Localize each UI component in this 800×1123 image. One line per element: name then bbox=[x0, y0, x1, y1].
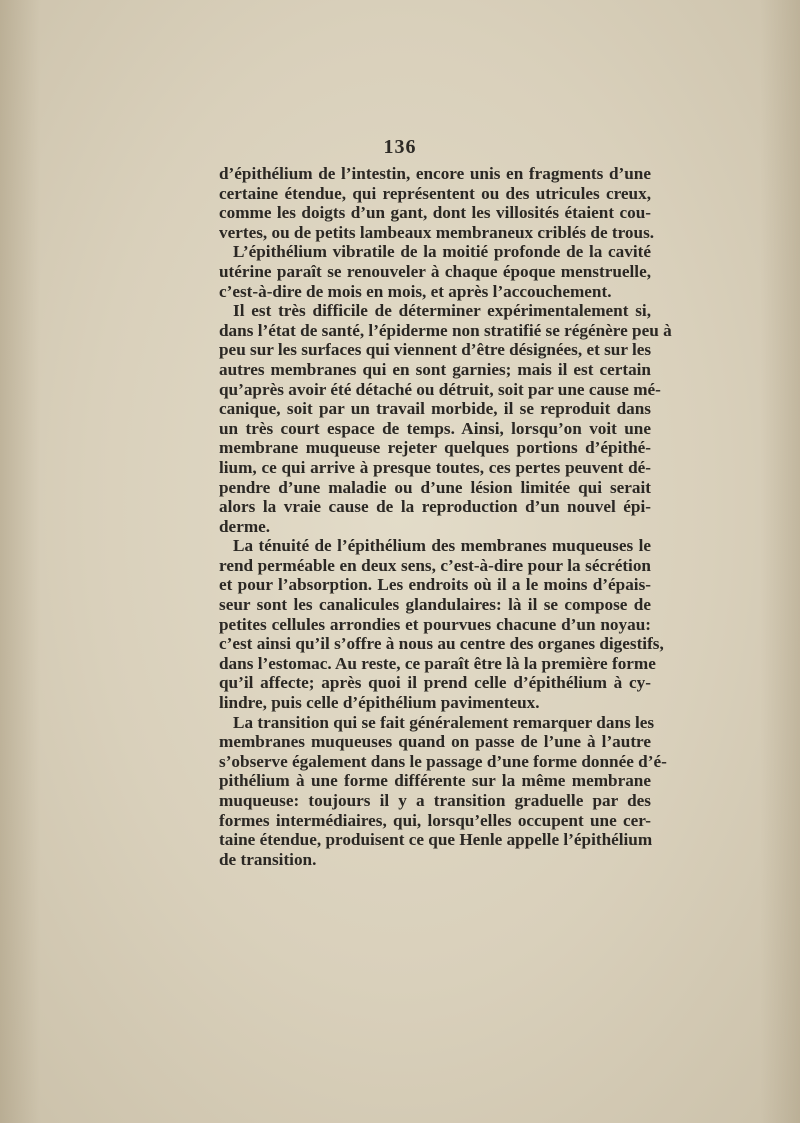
text-line: utérine paraît se renouveler à chaque époque menstruelle, bbox=[219, 261, 651, 281]
text-line: petites cellules arrondies et pourvues chacune d’un noyau: bbox=[219, 614, 651, 634]
paragraph bbox=[219, 242, 651, 301]
text-line: muqueuse: toujours il y a transition graduelle par des bbox=[219, 791, 651, 810]
text-line: de transition. bbox=[219, 849, 317, 869]
text-line: alors la vraie cause de la reproduction d’un nouvel épi- bbox=[219, 497, 651, 517]
text-line: qu’après avoir été détaché ou détruit, soit par une cause mé- bbox=[219, 379, 661, 399]
text-line: peu sur les surfaces qui viennent d’être désignées, et sur les bbox=[219, 340, 652, 360]
text-line: L’épithélium vibratile de la moitié profonde de la cavité bbox=[233, 242, 651, 262]
text-line: lium, ce qui arrive à presque toutes, ces pertes peuvent dé- bbox=[219, 457, 651, 477]
page-edge-shadow-left bbox=[0, 0, 40, 1123]
text-line: c’est ainsi qu’il s’offre à nous au centre des organes digestifs, bbox=[219, 634, 664, 654]
paragraph bbox=[219, 301, 672, 536]
paragraph bbox=[219, 536, 664, 713]
text-line: lindre, puis celle d’épithélium pavimenteux. bbox=[219, 693, 540, 713]
text-line: dans l’état de santé, l’épiderme non stratifié se régénère peu à bbox=[219, 320, 672, 340]
page-edge-shadow-right bbox=[760, 0, 800, 1123]
paragraph bbox=[219, 712, 667, 870]
text-line: rend perméable en deux sens, c’est-à-dire pour la sécrétion bbox=[219, 555, 651, 575]
text-line: formes intermédiaires, qui, lorsqu’elles occupent une cer- bbox=[219, 810, 651, 830]
page-number: 136 bbox=[383, 136, 417, 158]
text-line: d’épithélium de l’intestin, encore unis en fragments d’une bbox=[219, 164, 651, 183]
text-line: certaine étendue, qui représentent ou des utricules creux, bbox=[219, 183, 651, 203]
text-line: La transition qui se fait généralement remarquer dans les bbox=[233, 712, 655, 732]
text-line: qu’il affecte; après quoi il prend celle d’épithélium à cy- bbox=[219, 673, 651, 693]
text-line: Il est très difficile de déterminer expérimentalement si, bbox=[233, 301, 651, 321]
text-line: pendre d’une maladie ou d’une lésion limitée qui serait bbox=[219, 477, 651, 497]
text-line: pithélium à une forme différente sur la même membrane bbox=[219, 771, 651, 791]
text-line: derme. bbox=[219, 516, 271, 536]
text-line: autres membranes qui en sont garnies; mais il est certain bbox=[219, 359, 651, 379]
text-line: s’observe également dans le passage d’une forme donnée d’é- bbox=[219, 751, 667, 771]
body-text bbox=[219, 164, 672, 869]
text-line: La ténuité de l’épithélium des membranes muqueuses le bbox=[233, 536, 651, 556]
text-line: membranes muqueuses quand on passe de l’une à l’autre bbox=[219, 732, 651, 752]
text-line: canique, soit par un travail morbide, il se reproduit dans bbox=[219, 399, 651, 419]
text-line: membrane muqueuse rejeter quelques portions d’épithé- bbox=[219, 438, 651, 458]
text-line: c’est-à-dire de mois en mois, et après l’accouchement. bbox=[219, 281, 612, 301]
text-line: dans l’estomac. Au reste, ce paraît être là la première forme bbox=[219, 653, 656, 673]
text-line: taine étendue, produisent ce que Henle appelle l’épithélium bbox=[219, 830, 653, 850]
text-line: vertes, ou de petits lambeaux membraneux criblés de trous. bbox=[219, 222, 655, 242]
text-line: seur sont les canalicules glandulaires: là il se compose de bbox=[219, 595, 651, 615]
text-line: et pour l’absorption. Les endroits où il a le moins d’épais- bbox=[219, 575, 651, 595]
paragraph bbox=[219, 164, 655, 242]
text-line: un très court espace de temps. Ainsi, lorsqu’on voit une bbox=[219, 418, 651, 438]
text-line: comme les doigts d’un gant, dont les villosités étaient cou- bbox=[219, 203, 651, 223]
